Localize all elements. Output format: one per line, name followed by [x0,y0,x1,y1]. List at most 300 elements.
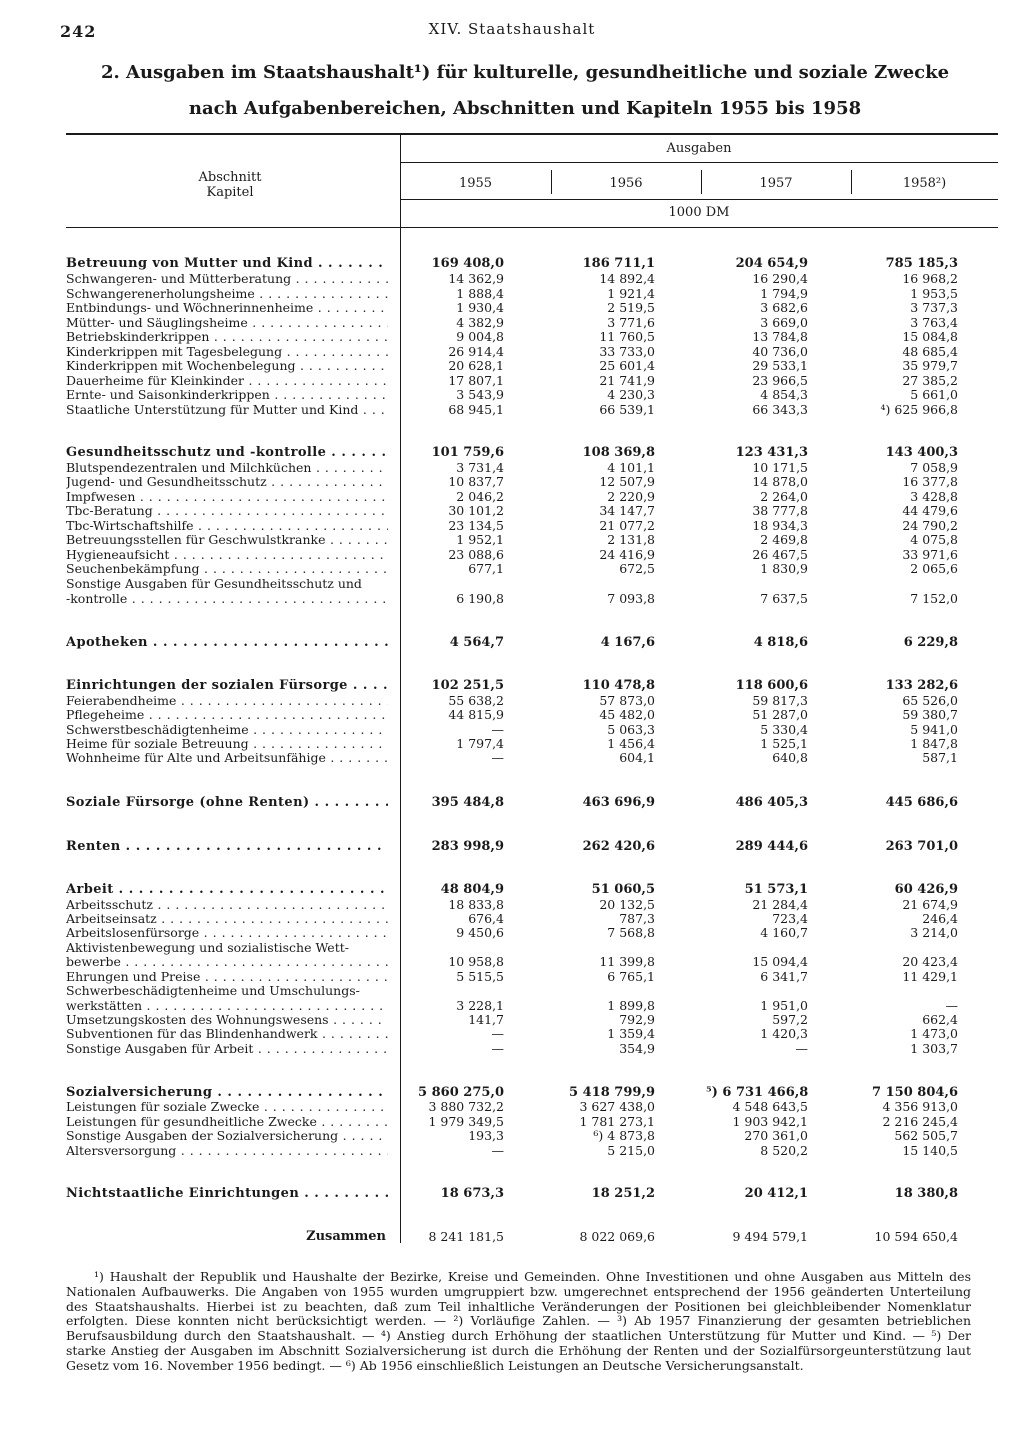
table-row [66,898,958,913]
value-cell-1955: 3 543,9 [456,387,504,402]
value-cell-1958: 15 084,8 [902,329,958,344]
value-cell-1957: 4 548 643,5 [732,1099,808,1114]
table-row [66,388,958,403]
value-cell-1958: 16 377,8 [902,474,958,489]
value-cell-1955: 18 833,8 [448,897,504,912]
table-row [66,708,958,723]
value-cell-1955: 30 101,2 [448,503,504,518]
value-cell-1957: 18 934,3 [752,518,808,533]
value-cell-1956: 787,3 [619,911,655,926]
table-row [66,1115,958,1130]
table-row [66,1027,958,1042]
value-cell-1955: — [491,750,504,765]
table-row [66,984,958,999]
value-cell-1958: 11 429,1 [902,969,958,984]
value-cell-1957: 1 794,9 [760,286,808,301]
value-cell-1958: 3 214,0 [910,925,958,940]
row-label: Schwerstbeschädigtenheime . . . [66,723,388,738]
row-label: Blutspendezentralen und Milchküchen . . . [66,461,388,476]
ausgaben-header: Ausgaben [666,141,732,156]
value-cell-1956: 110 478,8 [582,678,655,693]
row-label: Betriebskinderkrippen . . . [66,330,388,345]
value-cell-1957: 26 467,5 [752,547,808,562]
value-cell-1955: 3 880 732,2 [428,1099,504,1114]
value-cell-1955: 18 673,3 [440,1186,504,1201]
value-cell-1958: 60 426,9 [894,882,958,897]
row-label: -kontrolle . . . [66,592,388,607]
value-cell-1955: — [491,722,504,737]
table-row [66,533,958,548]
table-row [66,577,958,592]
value-cell-1955: 193,3 [468,1128,504,1143]
value-cell-1958: 785 185,3 [885,256,958,271]
table-row [66,345,958,360]
value-cell-1955: 55 638,2 [448,693,504,708]
table-row [66,1100,958,1115]
value-cell-1955: 1 797,4 [456,736,504,751]
value-cell-1955: 26 914,4 [448,344,504,359]
value-cell-1958: 562 505,7 [894,1128,958,1143]
chapter-title: XIV. Staatshaushalt [428,20,596,38]
value-cell-1958: 33 971,6 [902,547,958,562]
value-cell-1955: 8 241 181,5 [428,1229,504,1244]
row-label: Renten . . . [66,840,388,855]
row-label: Gesundheitsschutz und -kontrolle . . . [66,446,388,461]
row-label: Tbc-Beratung . . . [66,504,388,519]
value-cell-1957: 21 284,4 [752,897,808,912]
table-row [66,461,958,476]
value-cell-1958: 587,1 [922,750,958,765]
table-row [66,883,958,898]
value-cell-1956: 2 519,5 [607,300,655,315]
value-cell-1955: — [491,1143,504,1158]
value-cell-1957: 8 520,2 [760,1143,808,1158]
table-row [66,737,958,752]
value-cell-1956: 1 456,4 [607,736,655,751]
value-cell-1955: 676,4 [468,911,504,926]
row-label: Subventionen für das Blindenhandwerk . . . [66,1027,388,1042]
table-row [66,926,958,941]
row-label: Heime für soziale Betreuung . . . [66,737,388,752]
value-cell-1958: 4 356 913,0 [882,1099,958,1114]
row-label: Dauerheime für Kleinkinder . . . [66,374,388,389]
table-row [66,359,958,374]
value-cell-1957: 3 682,6 [760,300,808,315]
table-title-line-2: nach Aufgabenbereichen, Abschnitten und Kapiteln 1955 bis 1958 [188,98,862,119]
value-cell-1956: 5 063,3 [607,722,655,737]
value-cell-1956: 6 765,1 [607,969,655,984]
table-row [66,475,958,490]
value-cell-1957: 51 573,1 [744,882,808,897]
value-cell-1956: 2 220,9 [607,489,655,504]
value-cell-1955: 6 190,8 [456,591,504,606]
row-label: Sozialversicherung . . . [66,1086,388,1101]
value-cell-1957: 15 094,4 [752,954,808,969]
value-cell-1958: 21 674,9 [902,897,958,912]
row-label: Kinderkrippen mit Wochenbelegung . . . [66,359,388,374]
value-cell-1957: 1 903 942,1 [732,1114,808,1129]
value-cell-1956: 604,1 [619,750,655,765]
row-label: Betreuung von Mutter und Kind . . . [66,257,388,272]
value-cell-1958: 263 701,0 [885,839,958,854]
value-cell-1956: 1 921,4 [607,286,655,301]
value-cell-1956: 4 101,1 [607,460,655,475]
table-row [66,272,958,287]
value-cell-1955: 3 228,1 [456,998,504,1013]
value-cell-1956: 1 359,4 [607,1026,655,1041]
value-cell-1957: 2 469,8 [760,532,808,547]
table-row [66,751,958,766]
table-row [66,519,958,534]
table-row [66,374,958,389]
row-label: Zusammen [306,1230,386,1244]
value-cell-1958: 7 150 804,6 [872,1085,958,1100]
footnotes: ¹) Haushalt der Republik und Haushalte der Bezirke, Kreise und Gemeinden. Ohne Investitionen und ohne Ausgaben aus Mitteln des Nationalen Aufbauwerks. Die Angaben von 1955 wurden umgruppiert bzw. umgerechnet entsprechend der 1956 geänderten Unterteilung des Staatshaushalts. Hierbei ist zu beachten, daß zum Teil inhaltliche Veränderungen der Positionen bei gleichbleibender Nomenklatur erfolgten. Diese konnten nicht berücksichtigt werden. — ²) Vorläufige Zahlen. — ³) Ab 1957 Finanzierung der gesamten betrieblichen Berufsausbildung durch den Staatshaushalt. — ⁴) Anstieg durch Erhöhung der staatlichen Unterstützung für Mutter und Kind. — ⁵) Der starke Anstieg der Ausgaben im Abschnitt Sozialversicherung ist durch die Erhöhung der Renten und der Sozialfürsorgeunterstützung laut Gesetz vom 16. November 1956 bedingt. — ⁶) Ab 1956 einschließlich Leistungen an Deutsche Versicherungsanstalt. [66,1269,971,1373]
value-cell-1956: 5 418 799,9 [569,1085,655,1100]
value-cell-1957: 723,4 [772,911,808,926]
table-row [66,504,958,519]
table-row [66,1187,958,1202]
table-row [66,316,958,331]
value-cell-1955: 10 958,8 [448,954,504,969]
table-row [66,403,958,418]
value-cell-1956: 34 147,7 [599,503,655,518]
top-rule [66,133,998,135]
value-cell-1957: 1 525,1 [760,736,808,751]
unit-header: 1000 DM [668,205,730,220]
value-cell-1956: 792,9 [619,1012,655,1027]
value-cell-1958: 2 216 245,4 [882,1114,958,1129]
value-cell-1956: 25 601,4 [599,358,655,373]
value-cell-1958: 3 737,3 [910,300,958,315]
value-cell-1956: 672,5 [619,561,655,576]
value-cell-1958: 662,4 [922,1012,958,1027]
value-cell-1957: 486 405,3 [735,795,808,810]
table-row [66,592,958,607]
table-row [66,301,958,316]
row-label: Wohnheime für Alte und Arbeitsunfähige . . . [66,751,388,766]
value-cell-1958: 44 479,6 [902,503,958,518]
value-cell-1958: 5 941,0 [910,722,958,737]
value-cell-1955: 10 837,7 [448,474,504,489]
row-label: Schwangerenerholungsheime . . . [66,287,388,302]
value-cell-1958: 2 065,6 [910,561,958,576]
row-label: werkstätten . . . [66,999,388,1014]
row-label: Hygieneaufsicht . . . [66,548,388,563]
table-row [66,446,958,461]
value-cell-1957: 51 287,0 [752,707,808,722]
value-cell-1957: 10 171,5 [752,460,808,475]
row-label: Jugend- und Gesundheitsschutz . . . [66,475,388,490]
value-cell-1957: 3 669,0 [760,315,808,330]
table-row [66,257,958,272]
value-cell-1958: 246,4 [922,911,958,926]
row-label: Arbeitseinsatz . . . [66,912,388,927]
value-cell-1957: ⁵) 6 731 466,8 [706,1085,809,1100]
row-label: Leistungen für soziale Zwecke . . . [66,1100,388,1115]
value-cell-1955: 1 952,1 [456,532,504,547]
row-label: Nichtstaatliche Einrichtungen . . . [66,1187,388,1202]
value-cell-1956: 12 507,9 [599,474,655,489]
row-label: Arbeit . . . [66,883,388,898]
value-cell-1958: 16 968,2 [902,271,958,286]
row-label: Schwerbeschädigtenheime und Umschulungs- [66,984,360,998]
value-cell-1958: ⁴) 625 966,8 [880,402,958,417]
value-cell-1957: 2 264,0 [760,489,808,504]
value-cell-1956: 7 568,8 [607,925,655,940]
table-row [66,1144,958,1159]
row-label: Apotheken . . . [66,636,388,651]
value-cell-1955: 5 860 275,0 [418,1085,504,1100]
value-cell-1956: 24 416,9 [599,547,655,562]
value-cell-1958: 10 594 650,4 [874,1229,958,1244]
row-label: Mütter- und Säuglingsheime . . . [66,316,388,331]
value-cell-1956: 11 760,5 [599,329,655,344]
table-row [66,548,958,563]
value-cell-1956: 57 873,0 [599,693,655,708]
row-label: Schwangeren- und Mütterberatung . . . [66,272,388,287]
row-label: Entbindungs- und Wöchnerinnenheime . . . [66,301,388,316]
table-row [66,1129,958,1144]
value-cell-1958: — [945,998,958,1013]
value-cell-1955: 677,1 [468,561,504,576]
value-cell-1958: 1 953,5 [910,286,958,301]
value-cell-1958: 3 763,4 [910,315,958,330]
row-label: Feierabendheime . . . [66,694,388,709]
value-cell-1958: 65 526,0 [902,693,958,708]
value-cell-1955: 4 382,9 [456,315,504,330]
ausgaben-underline [400,162,998,163]
row-label: Pflegeheime . . . [66,708,388,723]
row-label: Aktivistenbewegung und sozialistische Wett- [66,941,349,955]
table-row [66,1230,958,1245]
year-header-1955: 1955 [458,176,493,191]
row-label: Altersversorgung . . . [66,1144,388,1159]
value-cell-1955: — [491,1026,504,1041]
value-cell-1957: 9 494 579,1 [732,1229,808,1244]
row-label: Umsetzungskosten des Wohnungswesens . . . [66,1013,388,1028]
value-cell-1958: 6 229,8 [903,635,958,650]
value-cell-1957: 23 966,5 [752,373,808,388]
value-cell-1957: 6 341,7 [760,969,808,984]
value-cell-1955: 395 484,8 [431,795,504,810]
value-cell-1955: 68 945,1 [448,402,504,417]
table-row [66,562,958,577]
table-row [66,1086,958,1101]
row-label: Arbeitsschutz . . . [66,898,388,913]
value-cell-1957: 597,2 [772,1012,808,1027]
value-cell-1956: 108 369,8 [582,445,655,460]
row-label: Betreuungsstellen für Geschwulstkranke . . . [66,533,388,548]
value-cell-1957: 1 420,3 [760,1026,808,1041]
value-cell-1956: ⁶) 4 873,8 [593,1128,655,1143]
value-cell-1955: 1 888,4 [456,286,504,301]
value-cell-1958: 27 385,2 [902,373,958,388]
value-cell-1957: 16 290,4 [752,271,808,286]
table-row [66,723,958,738]
value-cell-1956: 1 899,8 [607,998,655,1013]
row-label: Kinderkrippen mit Tagesbelegung . . . [66,345,388,360]
row-label: Impfwesen . . . [66,490,388,505]
value-cell-1956: 8 022 069,6 [579,1229,655,1244]
value-cell-1956: 11 399,8 [599,954,655,969]
value-cell-1955: 5 515,5 [456,969,504,984]
value-cell-1957: 118 600,6 [735,678,808,693]
value-cell-1956: 21 741,9 [599,373,655,388]
value-cell-1957: 204 654,9 [735,256,808,271]
value-cell-1955: 1 979 349,5 [428,1114,504,1129]
value-cell-1958: 4 075,8 [910,532,958,547]
value-cell-1957: 1 830,9 [760,561,808,576]
row-label: Arbeitslosenfürsorge . . . [66,926,388,941]
value-cell-1956: 3 627 438,0 [579,1099,655,1114]
value-cell-1955: 9 450,6 [456,925,504,940]
table-row [66,955,958,970]
value-cell-1956: 1 781 273,1 [579,1114,655,1129]
row-label: Ehrungen und Preise . . . [66,970,388,985]
value-cell-1956: 4 230,3 [607,387,655,402]
table-row [66,694,958,709]
value-cell-1957: 640,8 [772,750,808,765]
value-cell-1956: 7 093,8 [607,591,655,606]
value-cell-1957: 289 444,6 [735,839,808,854]
value-cell-1958: 133 282,6 [885,678,958,693]
value-cell-1955: 14 362,9 [448,271,504,286]
table-row [66,330,958,345]
value-cell-1957: 4 818,6 [753,635,808,650]
table-row [66,970,958,985]
value-cell-1956: 51 060,5 [591,882,655,897]
table-row [66,1042,958,1057]
row-label: Sonstige Ausgaben für Gesundheitsschutz und [66,577,362,591]
row-label: Einrichtungen der sozialen Fürsorge . . . [66,679,388,694]
value-cell-1956: 4 167,6 [600,635,655,650]
value-cell-1957: 123 431,3 [735,445,808,460]
value-cell-1956: 463 696,9 [582,795,655,810]
value-cell-1958: 1 473,0 [910,1026,958,1041]
value-cell-1955: 44 815,9 [448,707,504,722]
table-row [66,287,958,302]
value-cell-1958: 1 847,8 [910,736,958,751]
row-label: Tbc-Wirtschaftshilfe . . . [66,519,388,534]
value-cell-1957: 4 854,3 [760,387,808,402]
value-cell-1957: 38 777,8 [752,503,808,518]
table-row [66,912,958,927]
value-cell-1957: 7 637,5 [760,591,808,606]
row-label: Sonstige Ausgaben für Arbeit . . . [66,1042,388,1057]
value-cell-1955: 1 930,4 [456,300,504,315]
row-label: Soziale Fürsorge (ohne Renten) . . . [66,796,388,811]
value-cell-1955: 3 731,4 [456,460,504,475]
value-cell-1958: 48 685,4 [902,344,958,359]
years-underline [400,199,998,200]
value-cell-1958: 59 380,7 [902,707,958,722]
row-label: Sonstige Ausgaben der Sozialversicherung . . . [66,1129,388,1144]
value-cell-1956: 262 420,6 [582,839,655,854]
value-cell-1958: 445 686,6 [885,795,958,810]
value-cell-1956: 21 077,2 [599,518,655,533]
table-row [66,941,958,956]
value-cell-1957: 14 878,0 [752,474,808,489]
value-cell-1955: 4 564,7 [449,635,504,650]
year-header-1957: 1957 [759,176,793,191]
value-cell-1955: 48 804,9 [440,882,504,897]
value-cell-1956: 2 131,8 [607,532,655,547]
value-cell-1956: 354,9 [619,1041,655,1056]
value-cell-1957: 270 361,0 [744,1128,808,1143]
value-cell-1957: 4 160,7 [760,925,808,940]
value-cell-1955: 9 004,8 [456,329,504,344]
value-cell-1957: 59 817,3 [752,693,808,708]
value-cell-1956: 20 132,5 [599,897,655,912]
year-header-1958: 1958²) [902,176,947,191]
value-cell-1958: 3 428,8 [910,489,958,504]
value-cell-1956: 14 892,4 [599,271,655,286]
value-cell-1956: 3 771,6 [607,315,655,330]
table-row [66,636,958,651]
value-cell-1955: 2 046,2 [456,489,504,504]
value-cell-1955: 141,7 [468,1012,504,1027]
value-cell-1958: 35 979,7 [902,358,958,373]
table-row [66,999,958,1014]
value-cell-1956: 45 482,0 [599,707,655,722]
row-label: Ernte- und Saisonkinderkrippen . . . [66,388,388,403]
value-cell-1956: 33 733,0 [599,344,655,359]
value-cell-1955: 23 134,5 [448,518,504,533]
table-row [66,1013,958,1028]
row-label: Staatliche Unterstützung für Mutter und Kind . . . [66,403,388,418]
value-cell-1957: 66 343,3 [752,402,808,417]
value-cell-1955: 20 628,1 [448,358,504,373]
value-cell-1955: 101 759,6 [431,445,504,460]
table-row [66,679,958,694]
value-cell-1958: 143 400,3 [885,445,958,460]
value-cell-1958: 20 423,4 [902,954,958,969]
value-cell-1956: 5 215,0 [607,1143,655,1158]
value-cell-1958: 24 790,2 [902,518,958,533]
row-label: Leistungen für gesundheitliche Zwecke . . . [66,1115,388,1130]
value-cell-1955: 102 251,5 [431,678,504,693]
value-cell-1955: 169 408,0 [431,256,504,271]
table-row [66,840,958,855]
table-title-line-1: 2. Ausgaben im Staatshaushalt¹) für kulturelle, gesundheitliche und soziale Zwecke [100,62,950,83]
value-cell-1958: 7 058,9 [910,460,958,475]
value-cell-1957: 1 951,0 [760,998,808,1013]
page-number: 242 [60,22,97,41]
value-cell-1958: 15 140,5 [902,1143,958,1158]
value-cell-1955: — [491,1041,504,1056]
value-cell-1955: 23 088,6 [448,547,504,562]
value-cell-1957: 20 412,1 [744,1186,808,1201]
value-cell-1957: 13 784,8 [752,329,808,344]
value-cell-1957: — [795,1041,808,1056]
table-row [66,796,958,811]
value-cell-1958: 18 380,8 [894,1186,958,1201]
value-cell-1956: 186 711,1 [582,256,655,271]
value-cell-1957: 29 533,1 [752,358,808,373]
stub-header: Abschnitt Kapitel [198,170,262,200]
value-cell-1955: 17 807,1 [448,373,504,388]
value-cell-1955: 283 998,9 [431,839,504,854]
row-label: Seuchenbekämpfung . . . [66,562,388,577]
header-bottom-rule [66,227,998,228]
value-cell-1958: 7 152,0 [910,591,958,606]
value-cell-1956: 18 251,2 [591,1186,655,1201]
value-cell-1957: 5 330,4 [760,722,808,737]
value-cell-1958: 5 661,0 [910,387,958,402]
value-cell-1958: 1 303,7 [910,1041,958,1056]
value-cell-1956: 66 539,1 [599,402,655,417]
